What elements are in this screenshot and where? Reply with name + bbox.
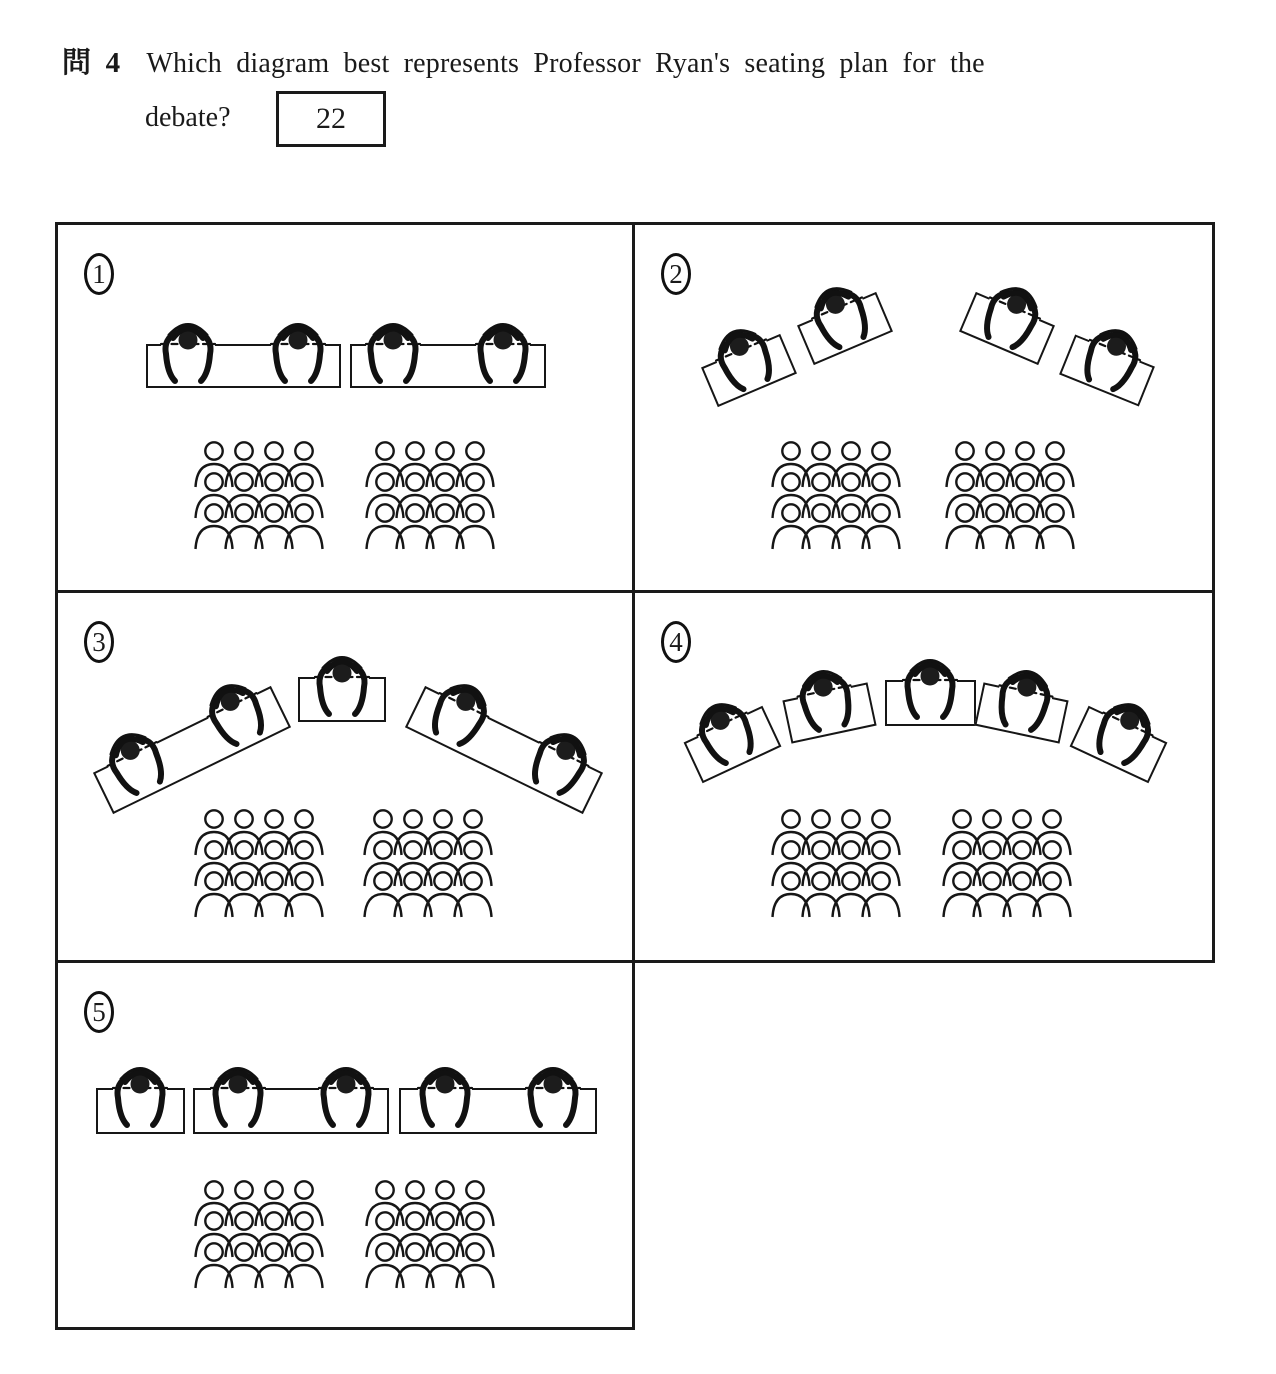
question-number-label: 問 4 <box>62 47 121 79</box>
audience-group <box>194 441 324 549</box>
option-number-2: 2 <box>661 253 691 295</box>
option-number-4: 4 <box>661 621 691 663</box>
option-panel-4 <box>632 590 1215 963</box>
audience-group <box>771 809 901 917</box>
audience-group <box>771 441 901 549</box>
audience-group <box>942 809 1072 917</box>
debater-icon <box>158 312 218 384</box>
debater-icon <box>900 648 960 720</box>
debater-icon <box>363 312 423 384</box>
debater-icon <box>110 1056 170 1128</box>
option-number-3: 3 <box>84 621 114 663</box>
option-number-5: 5 <box>84 991 114 1033</box>
debater-icon <box>312 645 372 717</box>
question-line1 <box>62 40 1222 81</box>
audience-group <box>365 441 495 549</box>
answer-number-box <box>276 91 386 147</box>
option-panel-1 <box>55 222 635 593</box>
debater-icon <box>523 1056 583 1128</box>
audience-group <box>194 1180 324 1288</box>
option-panel-2 <box>632 222 1215 593</box>
debater-icon <box>316 1056 376 1128</box>
answer-number: 22 <box>316 102 346 135</box>
question-line2: debate? <box>145 102 231 133</box>
audience-group <box>363 809 493 917</box>
audience-group <box>945 441 1075 549</box>
option-number-1: 1 <box>84 253 114 295</box>
option-panel-3 <box>55 590 635 963</box>
audience-group <box>194 809 324 917</box>
debater-icon <box>473 312 533 384</box>
audience-group <box>365 1180 495 1288</box>
question-text: Which diagram best represents Professor Ryan's seating plan for the <box>146 48 985 79</box>
option-panel-5 <box>55 960 635 1330</box>
debater-icon <box>208 1056 268 1128</box>
debater-icon <box>415 1056 475 1128</box>
debater-icon <box>268 312 328 384</box>
debater-icon <box>788 654 862 737</box>
